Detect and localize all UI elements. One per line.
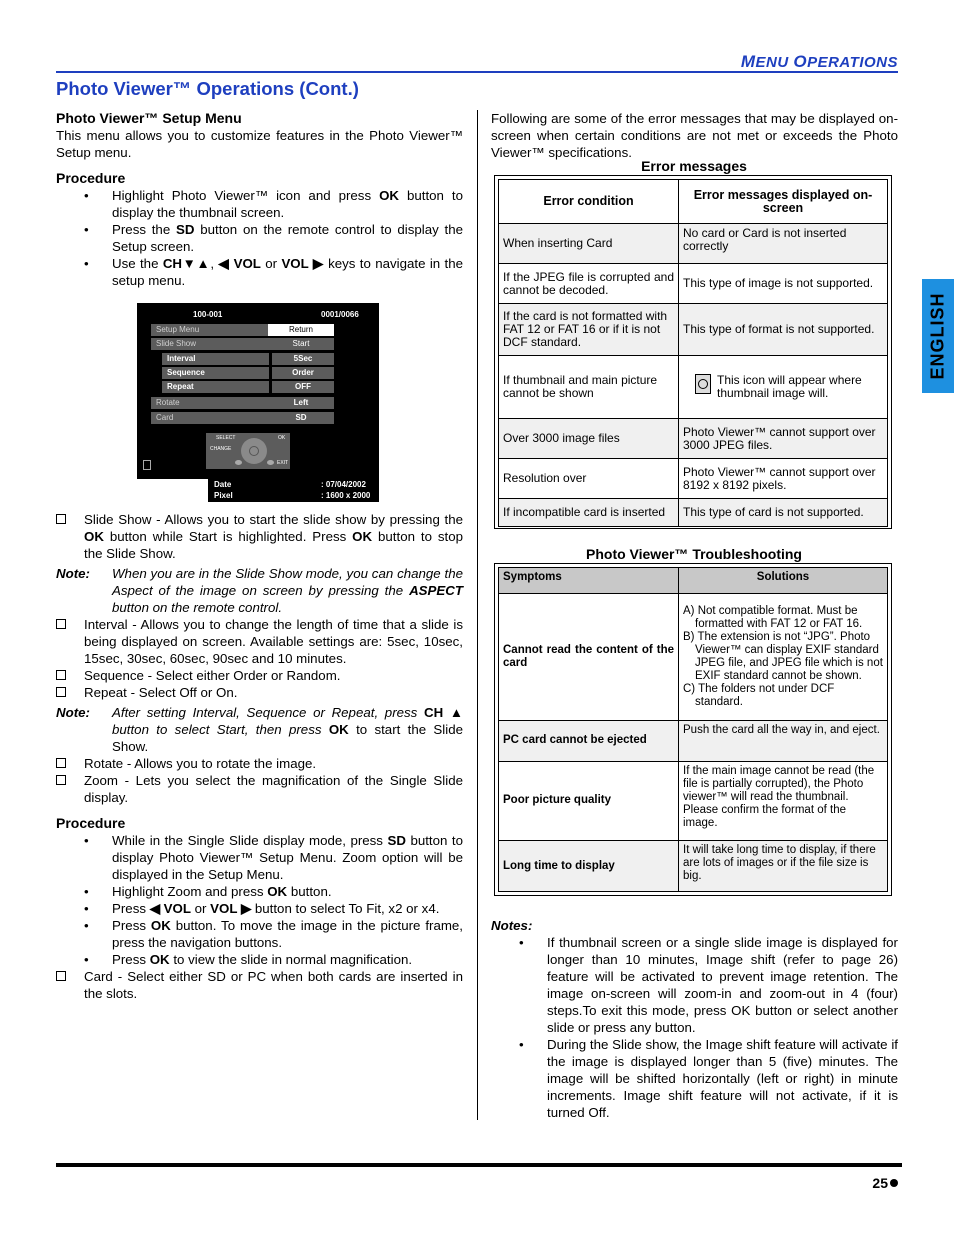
menu-label-setup: Setup Menu [151, 324, 269, 336]
notes-section [491, 917, 898, 1121]
page-number: 25 [872, 1175, 888, 1191]
list-item: • Press OK to view the slide in normal magnification. [84, 952, 413, 967]
menu-label-card: Card [151, 412, 269, 424]
right-column [491, 110, 898, 161]
pixel-label: Pixel [214, 491, 233, 500]
broken-image-icon [695, 374, 711, 394]
setup-menu-screen [137, 303, 379, 502]
list-item: Card - Select either SD or PC when both cards are inserted in the slots. [56, 968, 463, 1002]
error-intro: Following are some of the error messages that may be displayed on-screen when certain conditions are not met or exceeds the Photo Viewer™ specifications. [491, 111, 898, 160]
setup-intro: This menu allows you to customize features in the Photo Viewer™ Setup menu. [56, 128, 463, 160]
menu-label-interval: Interval [162, 353, 269, 365]
list-item: • If thumbnail screen or a single slide image is displayed for longer than 10 minutes, Image shift (refer to page 26) feature will be activated to prevent image retention. The image on-screen will zoom-in and zoom-out in 4 (four) steps.To exit this mode, press OK button or select another slide or press any button. [519, 935, 898, 1035]
screen-file-id: 100-001 [193, 310, 223, 319]
list-item: • Press the SD button on the remote control to display the Setup screen. [84, 222, 463, 254]
nav-select-label: SELECT [216, 435, 236, 441]
card-icon [143, 460, 151, 470]
list-item: Zoom - Lets you select the magnification of the Single Slide display. [56, 772, 463, 806]
menu-label-sequence: Sequence [162, 367, 269, 379]
list-item: Repeat - Select Off or On. [56, 684, 463, 701]
procedure-heading: Procedure [56, 170, 126, 186]
page-title: Photo Viewer™ Operations (Cont.) [56, 78, 359, 99]
footer-rule [56, 1163, 902, 1167]
date-label: Date [214, 480, 232, 489]
header-rule [56, 71, 898, 73]
menu-value-repeat: OFF [272, 381, 334, 393]
menu-value-sequence: Order [272, 367, 334, 379]
nav-exit-label: EXIT [277, 460, 289, 466]
procedure-heading: Procedure [56, 815, 126, 831]
menu-label-repeat: Repeat [162, 381, 269, 393]
troubleshooting-caption: Photo Viewer™ Troubleshooting [586, 546, 802, 562]
list-item: • Press OK button. To move the image in the picture frame, press the navigation buttons. [84, 918, 464, 950]
menu-value-interval: 5Sec [272, 353, 334, 365]
menu-value-rotate: Left [268, 397, 334, 409]
error-table-caption: Error messages [641, 158, 747, 174]
note: Note: When you are in the Slide Show mode, you can change the Aspect of the image on screen by pressing the ASPECT button on the remote control. [56, 566, 463, 615]
table-header: Symptoms [499, 568, 679, 594]
menu-label-rotate: Rotate [151, 397, 269, 409]
list-item: Interval - Allows you to change the length of time that a slide is being displayed on screen. Available settings are: 5sec, 10sec, 15sec, 30sec, 60sec, 90sec and 10 minutes. [56, 616, 463, 667]
left-column [56, 110, 463, 1002]
column-divider [477, 110, 478, 1120]
bullet-icon [890, 1179, 898, 1187]
list-item: • During the Slide show, the Image shift feature will activate if the image is displayed longer than 5 (five) minutes. The image will be shifted horizontally (left or right) in minute increments. Image shift feature will not activate, if it is turned Off. [519, 1037, 898, 1120]
screen-counter: 0001/0066 [321, 310, 359, 319]
list-item: Slide Show - Allows you to start the slide show by pressing the OK button while Start is highlighted. Press OK button to stop the Slide Show. [56, 511, 463, 562]
table-row: When inserting Card No card or Card is not inserted correctly [499, 224, 888, 264]
navigation-guide [206, 433, 290, 469]
menu-label-slide-show: Slide Show [151, 338, 269, 350]
pixel-value: : 1600 x 2000 [321, 491, 371, 500]
date-value: : 07/04/2002 [321, 480, 366, 489]
list-item: • Highlight Photo Viewer™ icon and press OK button to display the thumbnail screen. [84, 188, 463, 220]
list-item: • Press ◀ VOL or VOL ▶ button to select To Fit, x2 or x4. [84, 901, 440, 916]
table-header: Error messages displayed on-screen [679, 180, 888, 224]
table-row: PC card cannot be ejected Push the card all the way in, and eject. [499, 720, 888, 761]
setup-heading: Photo Viewer™ Setup Menu [56, 110, 242, 126]
table-row: If the card is not formatted with FAT 12 or FAT 16 or if it is not DCF standard. This type of format is not supported. [499, 304, 888, 356]
nav-change-label: CHANGE [210, 446, 232, 452]
table-header: Error condition [499, 180, 679, 224]
menu-value-card: SD [268, 412, 334, 424]
table-row: If the JPEG file is corrupted and cannot be decoded. This type of image is not supported. [499, 264, 888, 304]
language-tab: ENGLISH [922, 279, 954, 393]
navigation-pad-icon [241, 438, 267, 464]
list-item: • Use the CH▼▲, ◀ VOL or VOL ▶ keys to navigate in the setup menu. [84, 256, 464, 288]
table-row: If incompatible card is inserted This type of card is not supported. [499, 499, 888, 527]
table-row: Long time to display It will take long time to display, if there are lots of images or if the file size is big. [499, 841, 888, 892]
table-header: Solutions [679, 568, 888, 594]
list-item: • While in the Single Slide display mode, press SD button to display Photo Viewer™ Setup Menu. Zoom option will be displayed in the Setup Menu. [84, 833, 464, 882]
error-table [494, 175, 892, 529]
menu-value-return: Return [268, 324, 334, 336]
button-icon [235, 460, 242, 465]
table-row: Poor picture quality If the main image cannot be read (the file is partially corrupted), the Photo viewer™ will read the thumbnail. Please confirm the format of the image. [499, 761, 888, 840]
list-item: Sequence - Select either Order or Random. [56, 667, 463, 684]
list-item: Rotate - Allows you to rotate the image. [56, 755, 463, 772]
table-row: Over 3000 image files Photo Viewer™ cannot support over 3000 JPEG files. [499, 419, 888, 459]
menu-value-start: Start [268, 338, 334, 350]
list-item: • Highlight Zoom and press OK button. [84, 884, 332, 899]
table-row: If thumbnail and main picture cannot be shown This icon will appear where thumbnail image will. [499, 356, 888, 419]
notes-heading: Notes: [491, 918, 533, 933]
running-header: MENU OPERATIONS [740, 52, 898, 71]
note: Note: After setting Interval, Sequence or Repeat, press CH ▲ button to select Start, then press OK to start the Slide Show. [56, 705, 463, 754]
nav-ok-label: OK [278, 435, 286, 441]
screen-corner-mask [137, 479, 208, 503]
table-row: Cannot read the content of the card A) Not compatible format. Must be formatted with FAT 12 or FAT 16. B) The extension is not “JPG”. Photo Viewer™ can display EXIF standard JPEG file, and JPEG file which is not EXIF standard cannot be shown. C) The folders not under DCF standard. [499, 594, 888, 720]
button-icon [267, 460, 274, 465]
table-row: Resolution over Photo Viewer™ cannot support over 8192 x 8192 pixels. [499, 459, 888, 499]
troubleshooting-table [494, 563, 892, 896]
